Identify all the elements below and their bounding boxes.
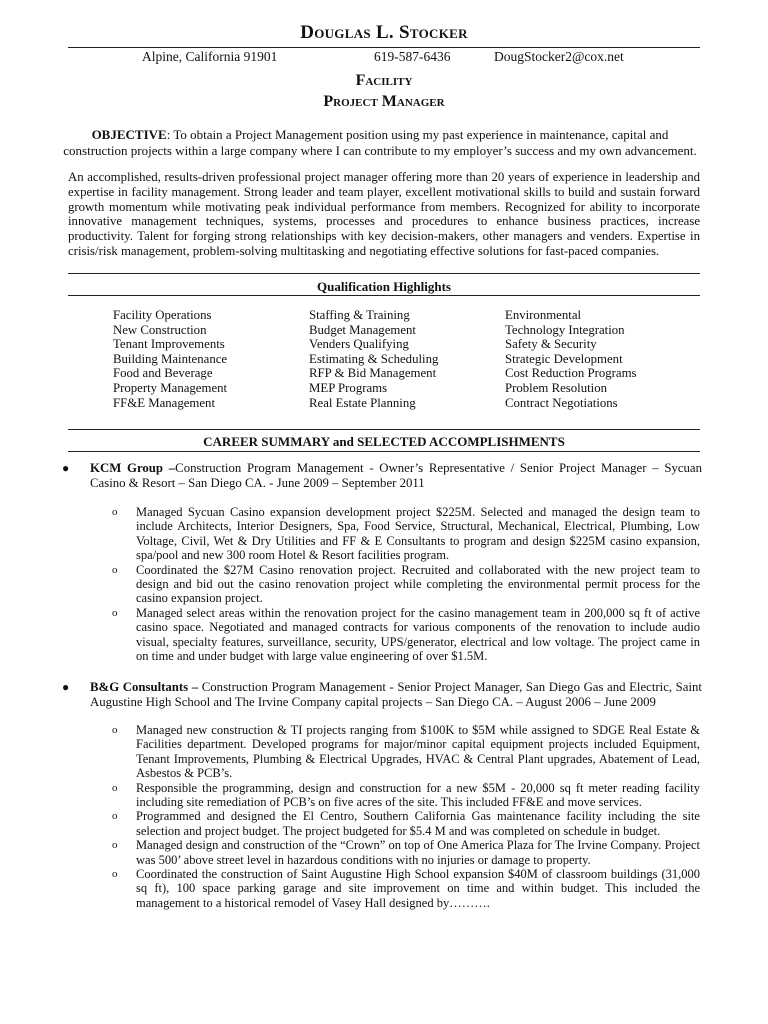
qualification-item: Estimating & Scheduling xyxy=(309,351,439,366)
objective-text: : To obtain a Project Management position using my past experience in maintenance, capital and construction projects within a large company where I can contribute to my employer’s success and my own advancement. xyxy=(63,127,697,158)
professional-summary: An accomplished, results-driven professional project manager offering more than 20 years of experience in leadership and expertise in facility management. Strong leader and team player, excellent motivational skills to build and sustain forward growth momentum while motivating peak individual performance from members. Recognized for ability to incorporate innovative management techniques, systems, processes and procedures to enhance business practices, increase productivity. Talent for forging strong relationships with key decision-makers, other managers and venders. Expertise in crisis/risk management, problem-solving multitasking and negotiating effective solutions for fast-paced companies. xyxy=(68,170,700,258)
qualifications-column-1 xyxy=(113,308,227,410)
qualifications-column-3 xyxy=(505,308,637,410)
career-heading: CAREER SUMMARY and SELECTED ACCOMPLISHMENTS xyxy=(203,434,565,449)
qualification-item: Safety & Security xyxy=(505,337,597,352)
list-item xyxy=(112,867,700,910)
job-title-line2: Project Manager xyxy=(323,93,445,110)
phone: 619-587-6436 xyxy=(374,49,451,64)
job-accomplishments-bg xyxy=(112,723,700,910)
email: DougStocker2@cox.net xyxy=(494,49,624,64)
header-divider xyxy=(68,47,700,48)
location: Alpine, California 91901 xyxy=(142,49,278,64)
accomplishment-text: Programmed and designed the El Centro, Southern California Gas maintenance facility including the site selection and project budget. The project budgeted for $5.4 M and was completed on schedule in budget. xyxy=(136,809,700,838)
job-entry-bg xyxy=(62,680,702,709)
accomplishment-text: Managed select areas within the renovation project for the casino management team in 200,000 sq ft of active casino space. Negotiated and managed contracts for various components of the renovation to include audio visual, specialty features, surveillance, security, UPS/generator, electrical and low voltage. The project came in on time and under budget with large value engineering of over $1.5M. xyxy=(136,605,700,664)
job-title-line1: Facility xyxy=(355,72,413,89)
qualification-item: Problem Resolution xyxy=(505,380,608,395)
qualification-item: Strategic Development xyxy=(505,351,623,366)
accomplishment-text: Managed new construction & TI projects ranging from $100K to $5M while assigned to SDGE Real Estate & Facilities department. Developed programs for major/minor capital equipment projects included Equipment, Tenant Improvements, Plumbing & Electrical Upgrades, HVAC & Central Plant upgrades, Abatement of Lead, Asbestos & PCB’s. xyxy=(136,723,700,781)
circle-bullet-icon: o xyxy=(112,868,118,881)
qualification-item: Contract Negotiations xyxy=(505,395,618,410)
circle-bullet-icon: o xyxy=(112,724,118,736)
company-name: KCM Group – xyxy=(90,461,176,475)
job-detail: Construction Program Management - Owner’s Representative / Senior Project Manager – Sycuan Casino & Resort – San Diego CA. - June 2009 – September 2011 xyxy=(90,461,702,490)
list-item xyxy=(112,838,700,867)
qualifications-heading: Qualification Highlights xyxy=(317,279,451,294)
accomplishment-text: Responsible the programming, design and construction for a new $5M - 20,000 sq ft meter reading facility including site remediation of PCB’s on five acres of the site. This included FF&E and move services. xyxy=(136,780,700,810)
qualification-item: Technology Integration xyxy=(505,322,625,337)
qualifications-top-rule xyxy=(68,273,700,274)
job-detail: Construction Program Management - Senior Project Manager, San Diego Gas and Electric, Saint Augustine High School and The Irvine Company capital projects – San Diego CA. – August 2006 – June 2009 xyxy=(90,680,702,709)
list-item xyxy=(112,723,700,781)
candidate-name: Douglas L. Stocker xyxy=(300,22,468,43)
qualification-item: Food and Beverage xyxy=(113,366,213,381)
objective xyxy=(60,127,700,158)
circle-bullet-icon: o xyxy=(112,563,118,576)
list-item xyxy=(112,563,700,606)
job-accomplishments-kcm xyxy=(112,505,700,663)
list-item xyxy=(112,505,700,563)
accomplishment-text: Managed Sycuan Casino expansion development project $225M. Selected and managed the design team to include Architects, Interior Designers, Spa, Food Service, Structural, Mechanical, Electrical, Plumbing, Low Voltage, Civil, Wet & Dry Utilities and FF & E Consultants to program and design $225M casino expansion, spa/pool and new 300 room Hotel & Resort facilities program. xyxy=(136,505,700,563)
bullet-icon: ● xyxy=(62,461,70,475)
company-name: B&G Consultants – xyxy=(90,680,199,694)
qualification-item: RFP & Bid Management xyxy=(309,366,437,381)
circle-bullet-icon: o xyxy=(112,810,118,823)
qualification-item: Building Maintenance xyxy=(113,351,228,366)
job-heading xyxy=(90,461,702,490)
qualifications-bottom-rule xyxy=(68,295,700,296)
qualification-item: MEP Programs xyxy=(309,380,388,395)
list-item xyxy=(112,606,700,664)
circle-bullet-icon: o xyxy=(112,781,118,794)
list-item xyxy=(112,781,700,810)
job-entry-kcm xyxy=(62,461,702,490)
qualification-item: Staffing & Training xyxy=(309,308,410,322)
qualification-item: Venders Qualifying xyxy=(309,337,409,352)
qualification-item: Tenant Improvements xyxy=(113,337,225,352)
qualification-item: Environmental xyxy=(505,308,582,322)
qualification-item: Cost Reduction Programs xyxy=(505,366,637,381)
list-item xyxy=(112,809,700,838)
career-top-rule xyxy=(68,429,700,430)
qualification-item: New Construction xyxy=(113,322,207,337)
qualification-item: FF&E Management xyxy=(113,395,216,410)
circle-bullet-icon: o xyxy=(112,839,118,852)
circle-bullet-icon: o xyxy=(112,606,118,619)
accomplishment-text: Managed design and construction of the “Crown” on top of One America Plaza for The Irvine Company. Project was 500’ above street level in hazardous conditions with no injuries or damage to property. xyxy=(136,838,700,867)
qualification-item: Facility Operations xyxy=(113,308,212,322)
qualification-item: Property Management xyxy=(113,380,228,395)
accomplishment-text: Coordinated the $27M Casino renovation project. Recruited and collaborated with the new project team to design and bid out the casino renovation project while completing the environmental permit process for the casino expansion project. xyxy=(136,562,700,606)
qualification-item: Real Estate Planning xyxy=(309,395,416,410)
job-heading xyxy=(90,680,702,709)
objective-label: OBJECTIVE xyxy=(91,127,167,142)
career-bottom-rule xyxy=(68,451,700,452)
circle-bullet-icon: o xyxy=(112,506,118,518)
bullet-icon: ● xyxy=(62,680,70,694)
accomplishment-text: Coordinated the construction of Saint Augustine High School expansion $40M of classroom buildings (31,000 sq ft), 100 space parking garage and site improvement on time and within budget. This included the management to a historical remodel of Vasey Hall designed by………. xyxy=(136,867,700,910)
qualifications-column-2 xyxy=(309,308,438,410)
qualification-item: Budget Management xyxy=(309,322,416,337)
